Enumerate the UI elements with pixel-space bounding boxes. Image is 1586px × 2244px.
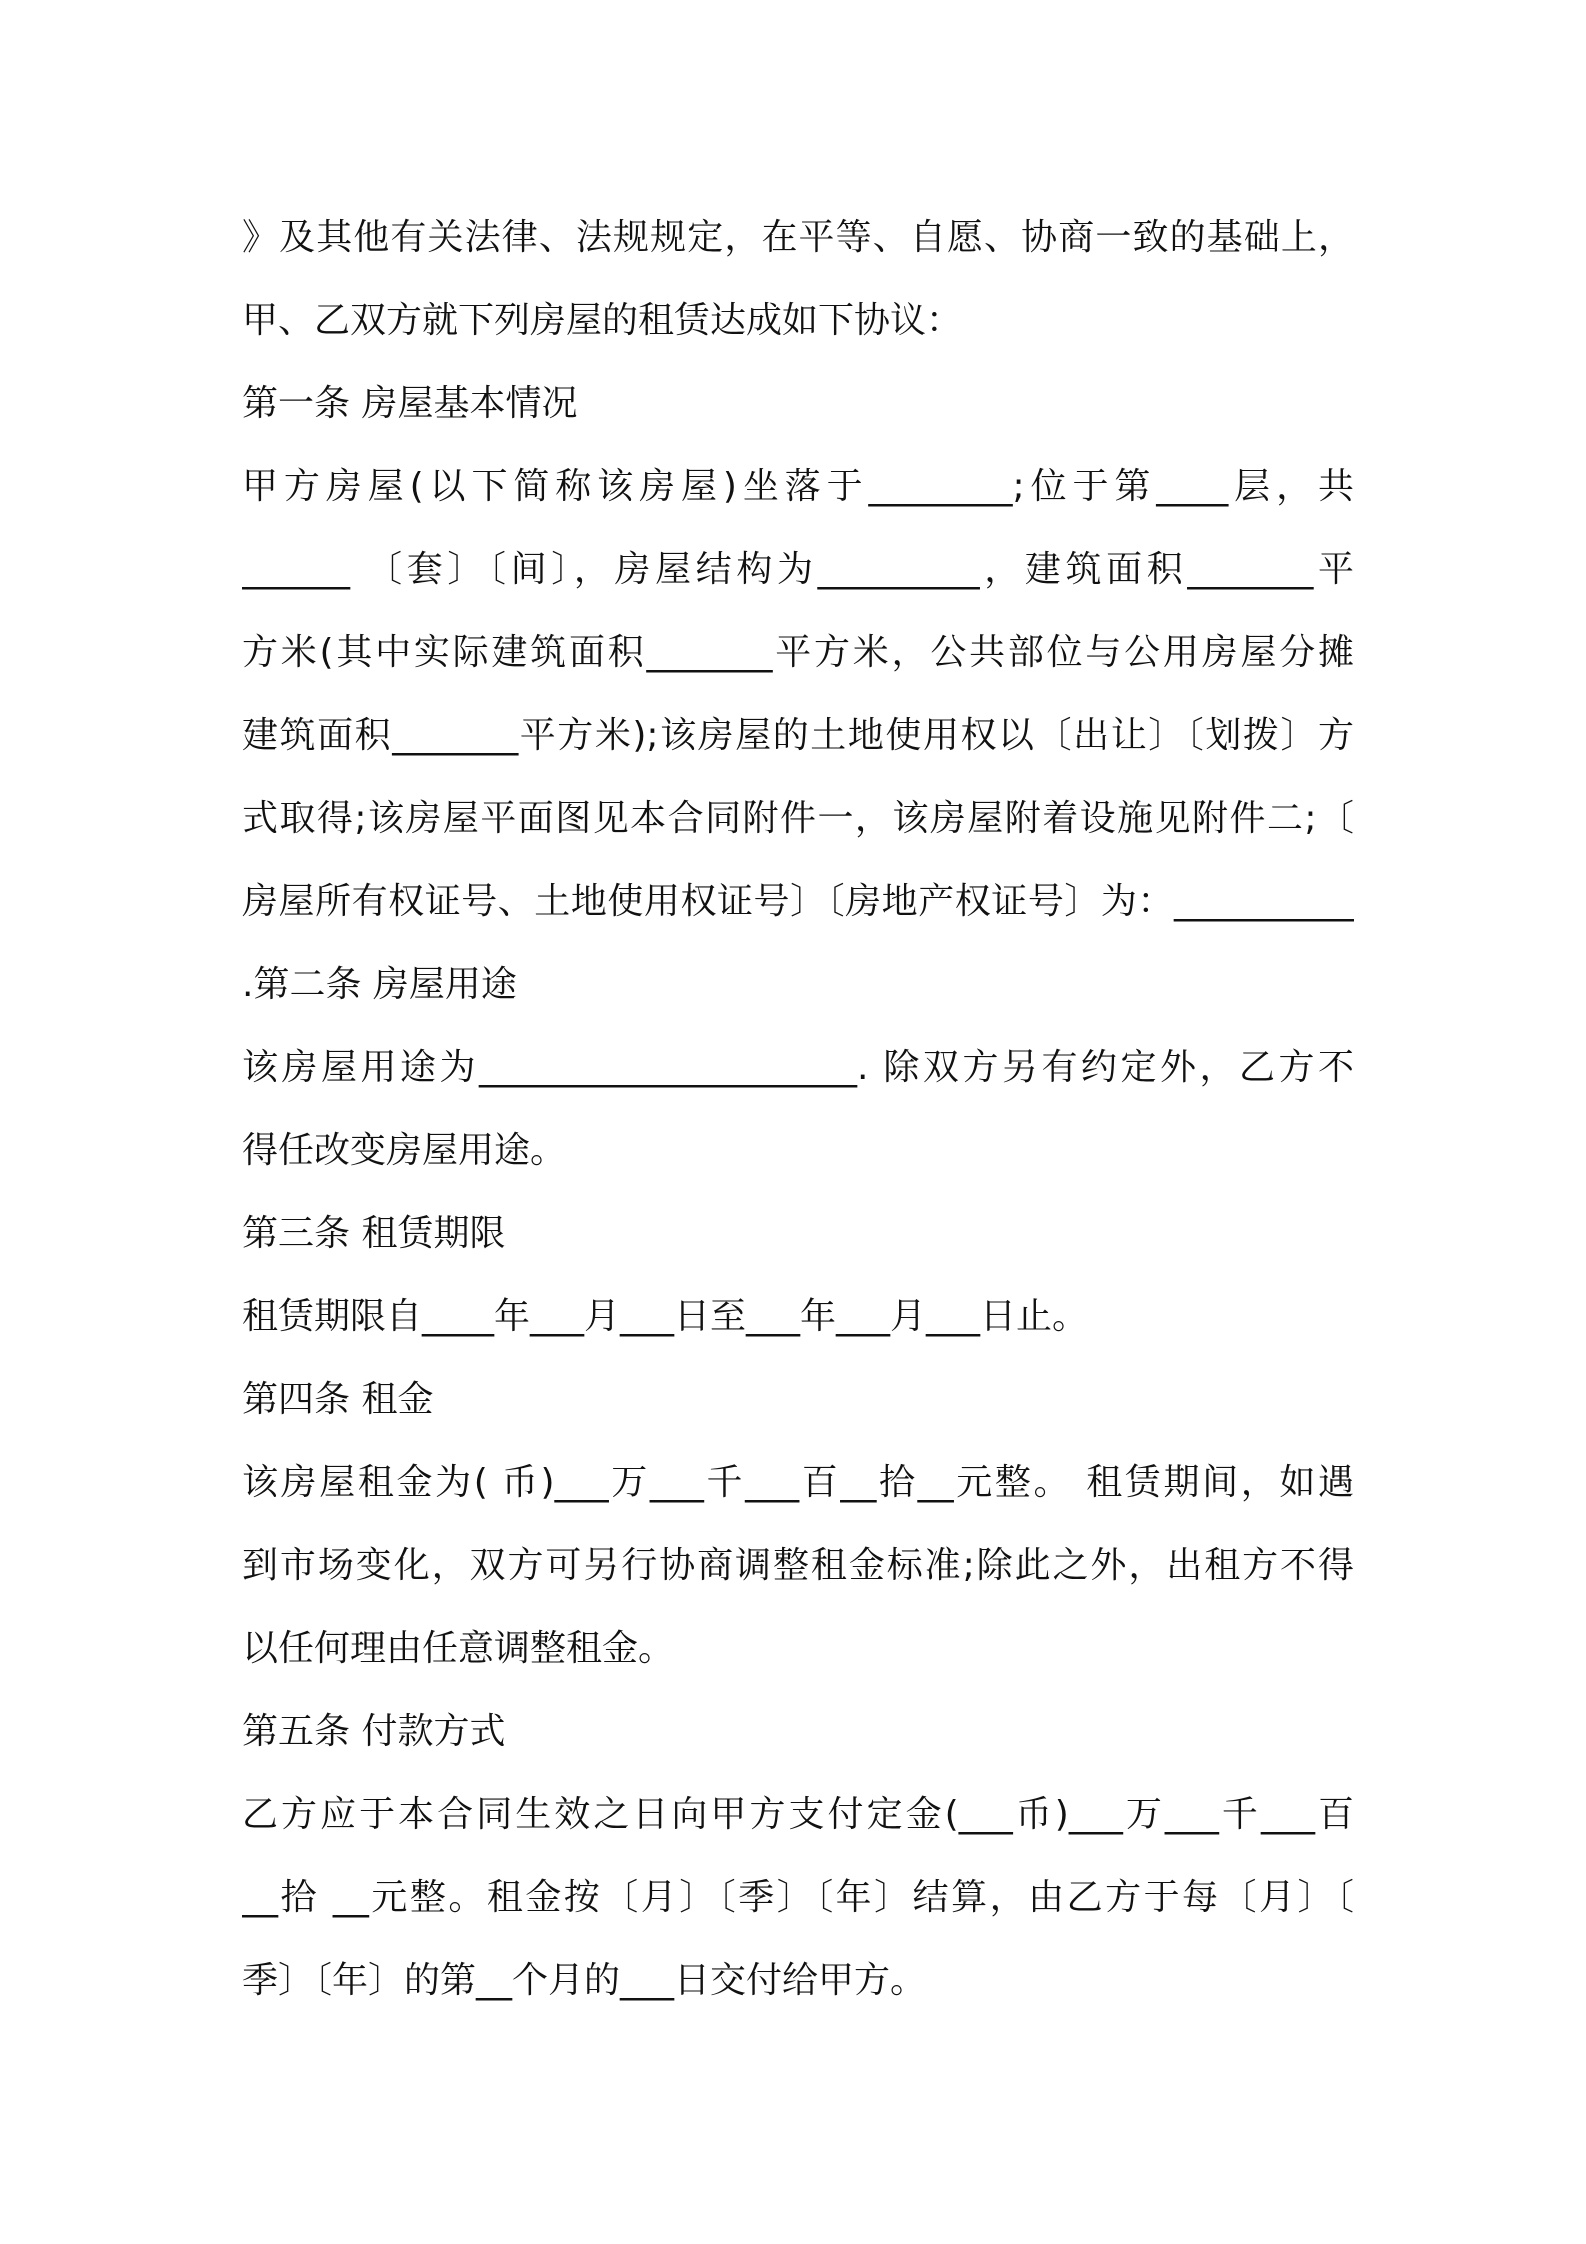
text-line: 方米(其中实际建筑面积_______平方米，公共部位与公用房屋分摊 xyxy=(242,632,1354,673)
text-line: 建筑面积_______平方米);该房屋的土地使用权以〔出让〕〔划拨〕方 xyxy=(242,715,1354,756)
text-line: 房屋所有权证号、土地使用权证号〕〔房地产权证号〕为：__________ xyxy=(242,881,1354,922)
text-line: 得任改变房屋用途。 xyxy=(242,1130,567,1171)
text-line: 》及其他有关法律、法规规定，在平等、自愿、协商一致的基础上， xyxy=(242,217,1354,258)
text-line: 甲、乙双方就下列房屋的租赁达成如下协议： xyxy=(242,300,963,341)
text-line: 甲方房屋(以下简称该房屋)坐落于________;位于第____层，共 xyxy=(242,466,1354,507)
text-line: ______ 〔套〕〔间〕，房屋结构为_________，建筑面积_______平 xyxy=(242,549,1354,590)
section-heading: 第三条 租赁期限 xyxy=(242,1213,506,1254)
section-heading: 第五条 付款方式 xyxy=(242,1711,506,1752)
text-line: 式取得;该房屋平面图见本合同附件一，该房屋附着设施见附件二;〔 xyxy=(242,798,1354,839)
section-heading: .第二条 房屋用途 xyxy=(242,964,517,1005)
text-line: 到市场变化，双方可另行协商调整租金标准;除此之外，出租方不得 xyxy=(242,1545,1354,1586)
text-line: 季〕〔年〕的第__个月的___日交付给甲方。 xyxy=(242,1960,927,2001)
document-body xyxy=(242,196,1354,2022)
text-line: 以任何理由任意调整租金。 xyxy=(242,1628,675,1669)
text-line: 乙方应于本合同生效之日向甲方支付定金(___币)___万___千___百 xyxy=(242,1794,1354,1835)
section-heading: 第一条 房屋基本情况 xyxy=(242,383,578,424)
text-line: __拾 __元整。租金按〔月〕〔季〕〔年〕结算，由乙方于每〔月〕〔 xyxy=(242,1877,1354,1918)
section-heading: 第四条 租金 xyxy=(242,1379,434,1420)
text-line: 该房屋租金为( 币)___万___千___百__拾__元整。 租赁期间，如遇 xyxy=(242,1462,1354,1503)
text-line: 租赁期限自____年___月___日至___年___月___日止。 xyxy=(242,1296,1089,1337)
text-line: 该房屋用途为_____________________. 除双方另有约定外，乙方不 xyxy=(242,1047,1354,1088)
